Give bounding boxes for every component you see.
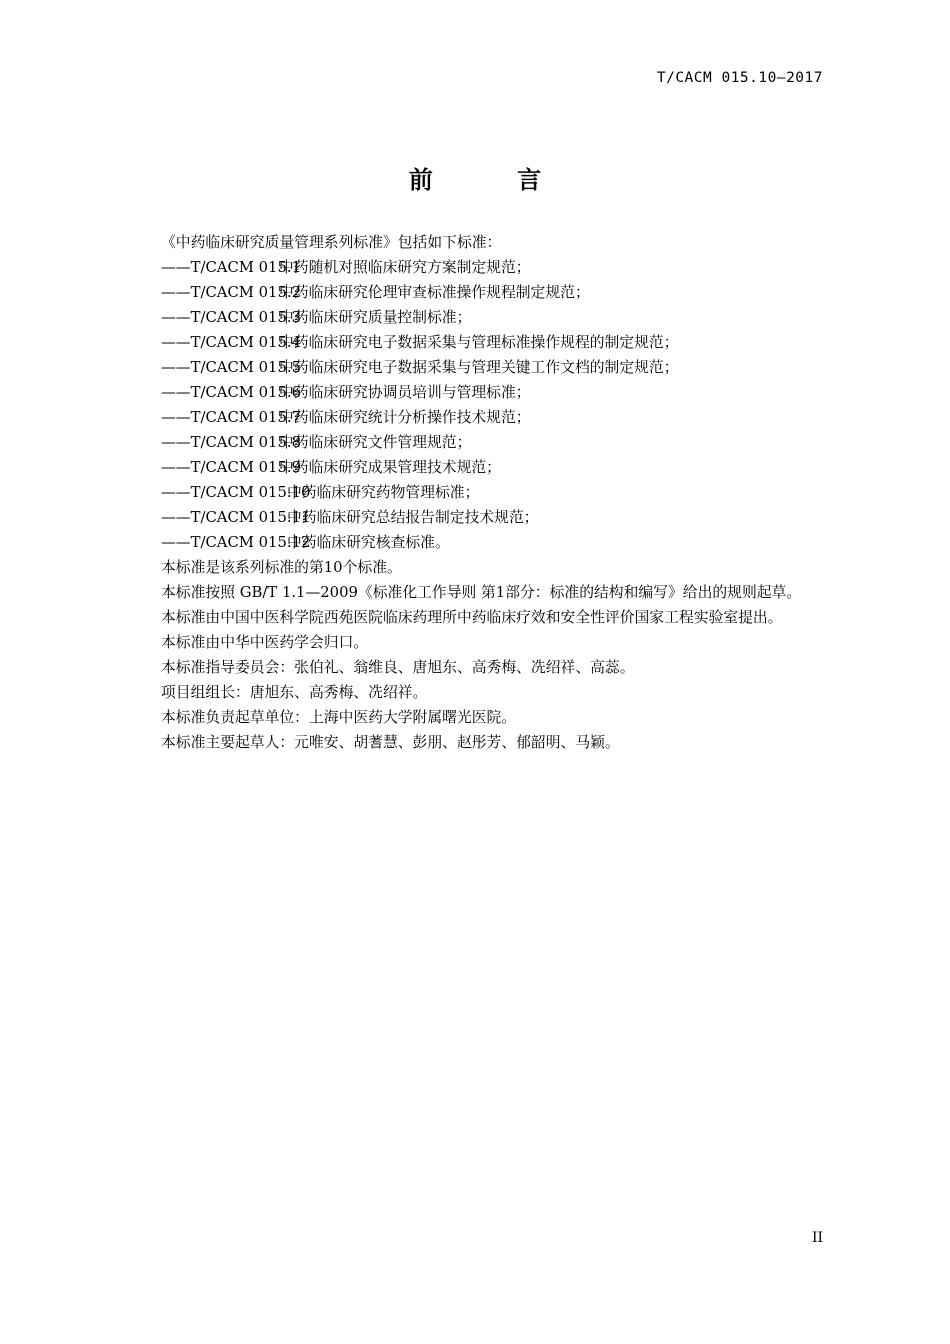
drafting-rules-paragraph: 本标准按照 GB/T 1.1—2009《标准化工作导则 第1部分：标准的结构和编写》给出的规则起草。 [161,584,802,601]
list-item [127,455,827,480]
standard-code: ——T/CACM 015.1 [161,259,301,276]
standard-name: 中药临床研究文件管理规范； [279,434,472,451]
standard-code: ——T/CACM 015.10 [161,484,311,501]
standard-name: 中药临床研究伦理审查标准操作规程制定规范； [279,284,590,301]
list-item [127,530,827,555]
intro-paragraph: 《中药临床研究质量管理系列标准》包括如下标准： [161,234,502,251]
standard-name: 中药临床研究质量控制标准； [279,309,472,326]
standard-code: ——T/CACM 015.7 [161,409,301,426]
standard-code: ——T/CACM 015.11 [161,509,311,526]
standard-code: ——T/CACM 015.12 [161,534,311,551]
standard-name: 中药临床研究核查标准。 [287,534,450,551]
list-item [127,505,827,530]
document-body [127,230,827,755]
standard-code: ——T/CACM 015.5 [161,359,301,376]
list-item [127,305,827,330]
document-code: T/CACM 015.10—2017 [656,70,823,86]
standard-name: 中药临床研究药物管理标准； [287,484,480,501]
list-item [127,405,827,430]
standard-code: ——T/CACM 015.6 [161,384,301,401]
list-item [127,480,827,505]
standard-code: ——T/CACM 015.9 [161,459,301,476]
standard-code: ——T/CACM 015.4 [161,334,301,351]
list-item [127,255,827,280]
list-item [127,330,827,355]
standard-name: 中药临床研究成果管理技术规范； [279,459,501,476]
standard-code: ——T/CACM 015.8 [161,434,301,451]
standard-name: 中药临床研究电子数据采集与管理标准操作规程的制定规范； [279,334,679,351]
standard-code: ——T/CACM 015.2 [161,284,301,301]
standard-name: 中药临床研究统计分析操作技术规范； [279,409,531,426]
centralized-by-paragraph: 本标准由中华中医药学会归口。 [161,634,369,651]
main-drafters-paragraph: 本标准主要起草人：元唯安、胡蓍慧、彭朋、赵彤芳、郁韶明、马颖。 [161,734,620,751]
standard-name: 中药临床研究电子数据采集与管理关键工作文档的制定规范； [279,359,679,376]
drafting-unit-paragraph: 本标准负责起草单位：上海中医药大学附属曙光医院。 [161,709,517,726]
page-number: II [811,1230,823,1246]
standard-code: ——T/CACM 015.3 [161,309,301,326]
series-position-paragraph: 本标准是该系列标准的第10个标准。 [161,559,402,576]
list-item [127,280,827,305]
list-item [127,430,827,455]
standards-list [127,255,827,555]
standard-name: 中药临床研究协调员培训与管理标准； [279,384,531,401]
page-title: 前 言 [408,166,580,194]
list-item [127,380,827,405]
list-item [127,355,827,380]
proposer-paragraph: 本标准由中国中医科学院西苑医院临床药理所中药临床疗效和安全性评价国家工程实验室提出。 [161,609,783,626]
standard-name: 中药随机对照临床研究方案制定规范； [279,259,531,276]
guidance-committee-paragraph: 本标准指导委员会：张伯礼、翁维良、唐旭东、高秀梅、冼绍祥、高蕊。 [161,659,635,676]
standard-name: 中药临床研究总结报告制定技术规范； [287,509,539,526]
project-leader-paragraph: 项目组组长：唐旭东、高秀梅、冼绍祥。 [161,684,428,701]
